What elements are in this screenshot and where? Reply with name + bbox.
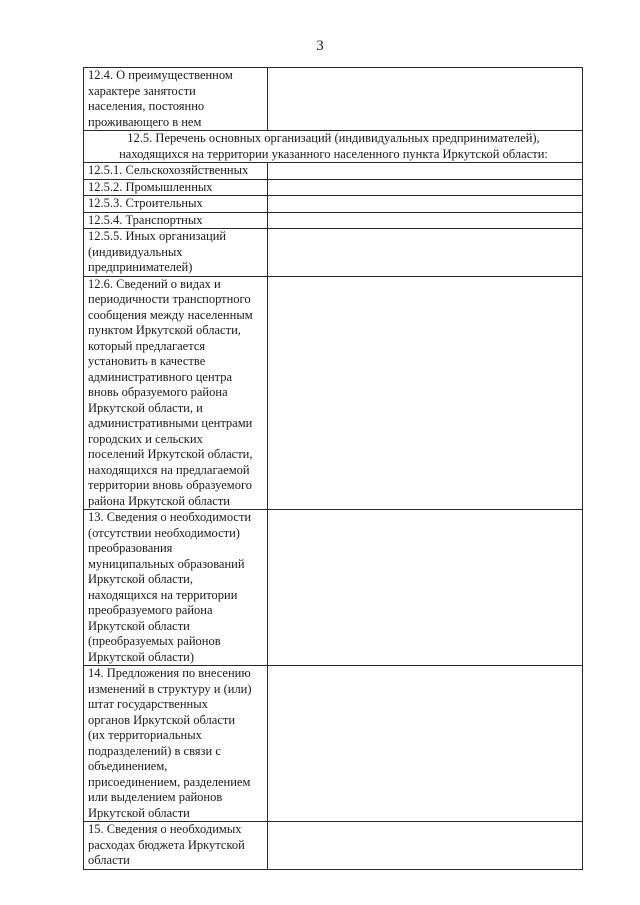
table-row [84,131,583,163]
row-value-field[interactable] [268,666,583,822]
row-label: 15. Сведения о необходимых расходах бюджета Иркутской области [84,822,268,870]
row-label: 12.5.4. Транспортных [84,212,268,229]
page-number: 3 [316,38,324,54]
row-value-field[interactable] [268,276,583,510]
table-row [84,510,583,666]
row-value-field[interactable] [268,163,583,180]
section-heading: 12.5. Перечень основных организаций (индивидуальных предпринимателей), находящихся на территории указанного населенного пункта Иркутской области: [84,131,583,163]
row-label: 12.5.1. Сельскохозяйственных [84,163,268,180]
table-row [84,179,583,196]
row-label: 13. Сведения о необходимости (отсутствии необходимости) преобразования муниципальных образований Иркутской области, находящихся на территории преобразуемого района Иркутской области (преобразуемых районов Иркутской области) [84,510,268,666]
form-table [83,67,583,870]
table-row [84,196,583,213]
row-label: 12.5.2. Промышленных [84,179,268,196]
table-row [84,229,583,277]
row-value-field[interactable] [268,196,583,213]
table-row [84,68,583,131]
row-label: 14. Предложения по внесению изменений в структуру и (или) штат государственных органов Иркутской области (их территориальных подразделений) в связи с объединением, присоединением, разделением или выделением районов Иркутской области [84,666,268,822]
table-row [84,822,583,870]
row-value-field[interactable] [268,68,583,131]
table-row [84,666,583,822]
table-row [84,276,583,510]
row-value-field[interactable] [268,510,583,666]
table-row [84,163,583,180]
row-value-field[interactable] [268,229,583,277]
row-label: 12.5.3. Строительных [84,196,268,213]
row-label: 12.5.5. Иных организаций (индивидуальных предпринимателей) [84,229,268,277]
table-row [84,212,583,229]
row-label: 12.4. О преимущественном характере занятости населения, постоянно проживающего в нем [84,68,268,131]
row-value-field[interactable] [268,179,583,196]
row-label: 12.6. Сведений о видах и периодичности транспортного сообщения между населенным пунктом Иркутской области, который предлагается установить в качестве административного центра вновь образуемого района Иркутской области, и административными центрами городских и сельских поселений Иркутской области, находящихся на предлагаемой территории вновь образуемого района Иркутской области [84,276,268,510]
row-value-field[interactable] [268,822,583,870]
row-value-field[interactable] [268,212,583,229]
